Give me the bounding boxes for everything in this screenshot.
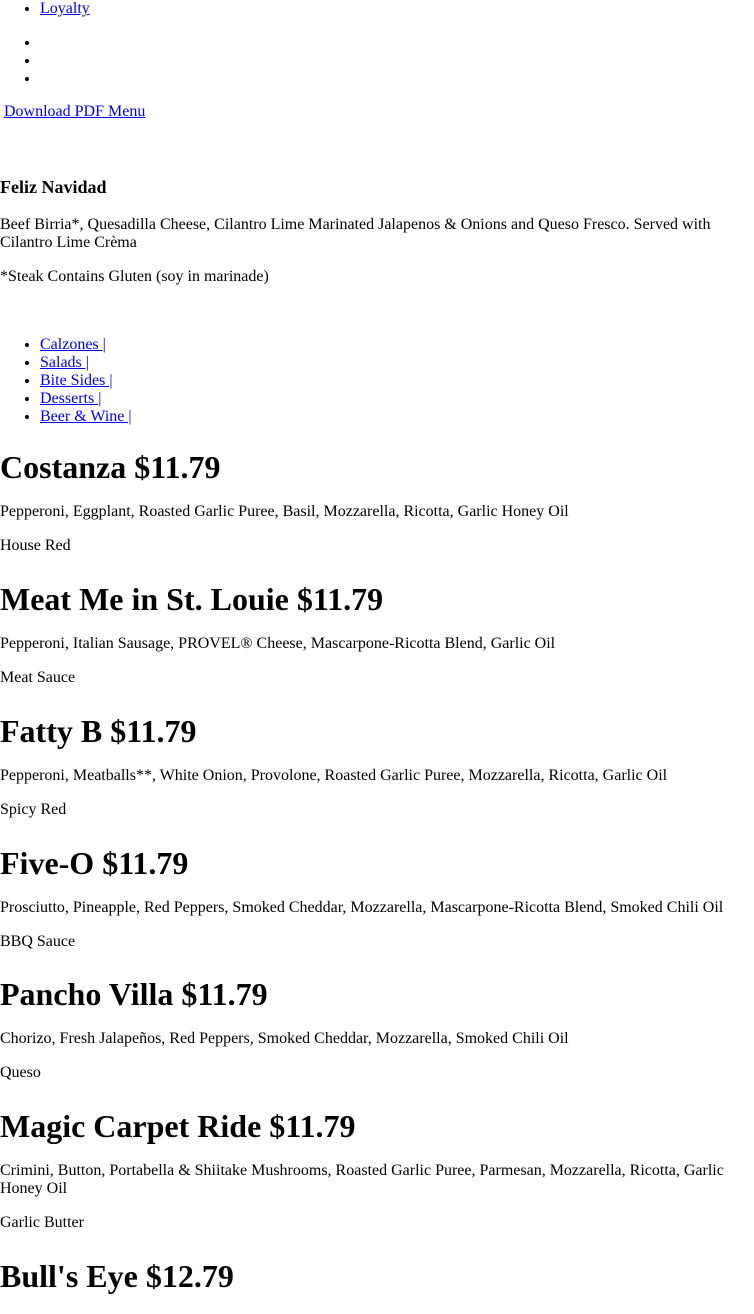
menu-item-ingredients: Pepperoni, Italian Sausage, PROVEL® Cheese, Mascarpone-Ricotta Blend, Garlic Oil bbox=[0, 635, 556, 652]
category-link-bite-sides[interactable]: Bite Sides | bbox=[40, 372, 113, 389]
loyalty-link[interactable]: Loyalty bbox=[40, 0, 90, 17]
category-nav bbox=[0, 336, 132, 426]
menu-item-sauce: Spicy Red bbox=[0, 801, 67, 818]
menu-item-ingredients: Prosciutto, Pineapple, Red Peppers, Smoked Cheddar, Mozzarella, Mascarpone-Ricotta Blend, Smoked Chili Oil bbox=[0, 899, 724, 916]
menu-item-title bbox=[0, 581, 744, 617]
menu-item-price: $12.79 bbox=[145, 1258, 234, 1294]
menu-item-price: $11.79 bbox=[134, 449, 221, 485]
nav-item-loyalty bbox=[40, 0, 90, 18]
feature-title: Feliz Navidad bbox=[0, 177, 107, 197]
menu-item-ingredients: Chorizo, Fresh Jalapeños, Red Peppers, Smoked Cheddar, Mozzarella, Smoked Chili Oil bbox=[0, 1030, 569, 1047]
category-link-beer-wine[interactable]: Beer & Wine | bbox=[40, 408, 132, 425]
menu-item-ingredients: Pepperoni, Meatballs**, White Onion, Provolone, Roasted Garlic Puree, Mozzarella, Ricotta, Garlic Oil bbox=[0, 767, 668, 784]
category-item-beer-wine bbox=[40, 408, 132, 426]
menu-item-meat-me-in-st-louie bbox=[0, 581, 744, 686]
feature-note: *Steak Contains Gluten (soy in marinade) bbox=[0, 268, 269, 285]
menu-item-price: $11.79 bbox=[110, 713, 197, 749]
feature-description: Beef Birria*, Quesadilla Cheese, Cilantro Lime Marinated Jalapenos & Onions and Queso Fresco. Served with Cilantro Lime Crèma bbox=[0, 216, 711, 251]
menu-item-sauce: Meat Sauce bbox=[0, 669, 76, 686]
menu-item-title bbox=[0, 713, 744, 749]
menu-item-title bbox=[0, 449, 744, 485]
menu-item-pancho-villa bbox=[0, 976, 744, 1081]
category-link-calzones[interactable]: Calzones | bbox=[40, 336, 106, 353]
menu-item-name: Five-O bbox=[0, 845, 95, 881]
menu-item-title bbox=[0, 1108, 744, 1144]
menu-item-name: Fatty B bbox=[0, 713, 103, 749]
menu-item-name: Meat Me in St. Louie bbox=[0, 581, 289, 617]
menu-item-price: $11.79 bbox=[296, 581, 384, 617]
menu-item-name: Pancho Villa bbox=[0, 976, 174, 1012]
menu-item-name: Costanza bbox=[0, 449, 127, 485]
menu-item-magic-carpet-ride bbox=[0, 1108, 744, 1231]
category-item-bite-sides bbox=[40, 372, 132, 390]
menu-item-ingredients: Crimini, Button, Portabella & Shiitake Mushrooms, Roasted Garlic Puree, Parmesan, Mozzarella, Ricotta, Garlic Honey Oil bbox=[0, 1162, 724, 1197]
menu-item-price: $11.79 bbox=[181, 976, 268, 1012]
menu-item-sauce: Garlic Butter bbox=[0, 1214, 84, 1231]
download-pdf-menu-link[interactable]: Download PDF Menu bbox=[4, 103, 146, 120]
menu-item-name: Magic Carpet Ride bbox=[0, 1108, 262, 1144]
category-item-desserts bbox=[40, 390, 132, 408]
menu-item-five-o bbox=[0, 845, 744, 950]
menu-item-fatty-b bbox=[0, 713, 744, 818]
empty-nav-list bbox=[0, 34, 40, 88]
menu-item-bulls-eye bbox=[0, 1258, 744, 1294]
category-item-calzones bbox=[40, 336, 132, 354]
category-link-salads[interactable]: Salads | bbox=[40, 354, 89, 371]
menu-item-price: $11.79 bbox=[102, 845, 189, 881]
menu-item-sauce: Queso bbox=[0, 1064, 41, 1081]
menu-item-name: Bull's Eye bbox=[0, 1258, 138, 1294]
menu-item-title bbox=[0, 845, 744, 881]
menu-item-title bbox=[0, 976, 744, 1012]
menu-item-ingredients: Pepperoni, Eggplant, Roasted Garlic Puree, Basil, Mozzarella, Ricotta, Garlic Honey Oil bbox=[0, 503, 569, 520]
menu-item-price: $11.79 bbox=[269, 1108, 356, 1144]
menu-item-costanza bbox=[0, 449, 744, 554]
menu-item-sauce: House Red bbox=[0, 537, 71, 554]
menu-item-sauce: BBQ Sauce bbox=[0, 933, 76, 950]
category-item-salads bbox=[40, 354, 132, 372]
category-link-desserts[interactable]: Desserts | bbox=[40, 390, 102, 407]
menu-item-title bbox=[0, 1258, 744, 1294]
top-nav-list bbox=[0, 0, 90, 18]
